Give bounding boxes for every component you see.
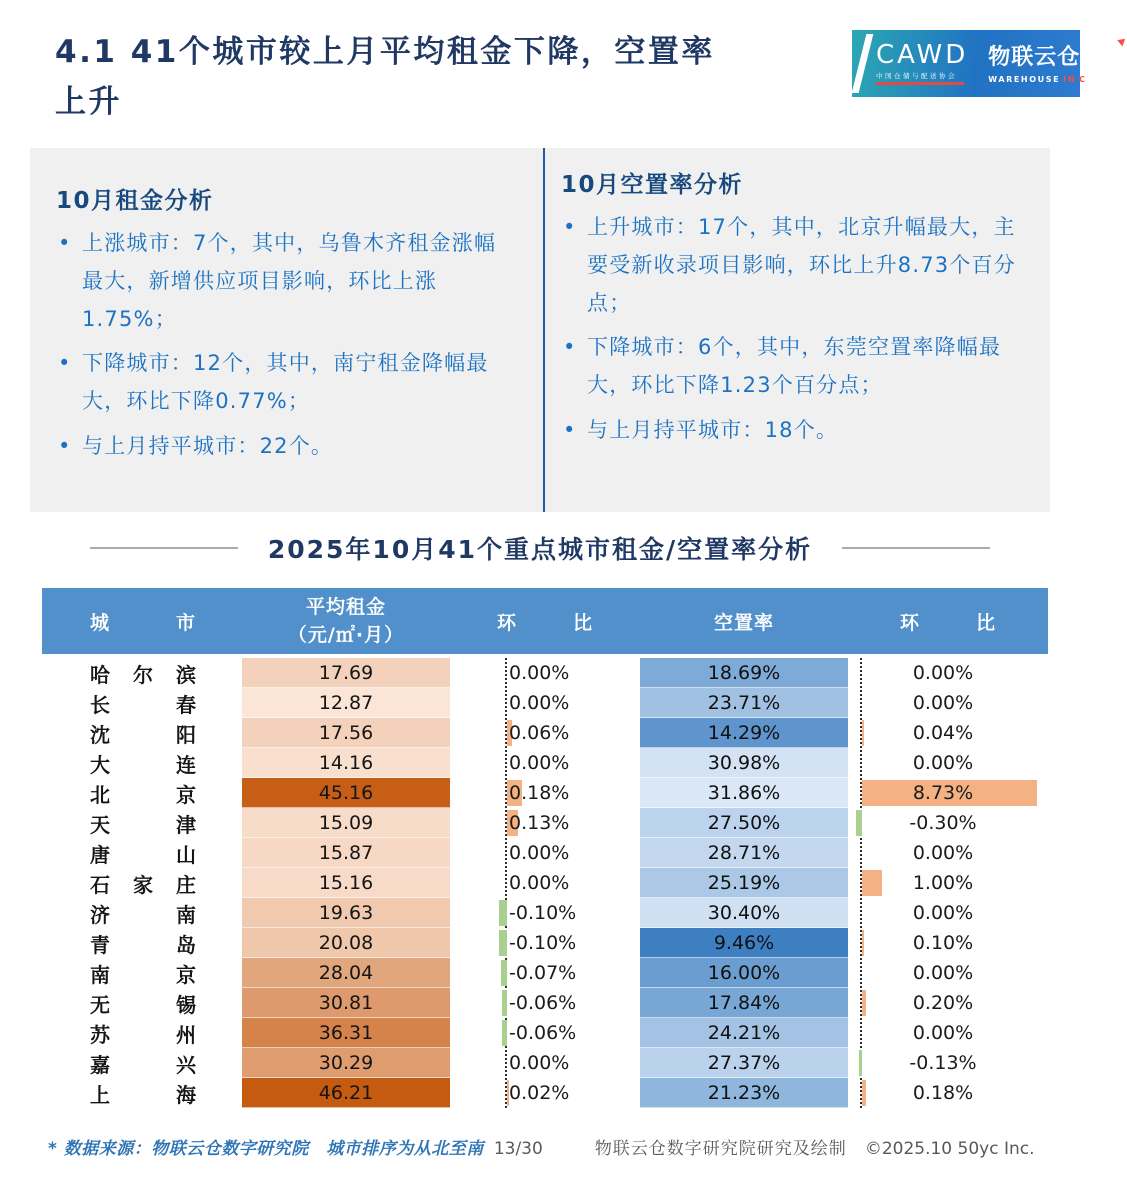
vacancy-mom-value: 0.18% [912, 1082, 974, 1104]
cell-rent: 15.09 [242, 808, 450, 838]
cell-rent-mom [450, 958, 640, 988]
logo-slash-decor [852, 34, 874, 93]
rent-mom-value: 0.00% [509, 752, 570, 774]
cawd-wordmark: CAWD [876, 40, 969, 70]
cell-rent: 20.08 [242, 928, 450, 958]
cell-rent-mom [450, 658, 640, 688]
cell-rent-mom [450, 868, 640, 898]
table-row [42, 988, 1048, 1018]
city-name: 上 海 [90, 1082, 196, 1107]
vacancy-mom-value: 0.00% [912, 962, 974, 984]
cell-vacancy: 30.40% [640, 898, 848, 928]
warehouse-in-cloud-logo [988, 43, 1117, 83]
cell-vacancy: 18.69% [640, 658, 848, 688]
cell-rent: 15.87 [242, 838, 450, 868]
cell-vacancy: 27.50% [640, 808, 848, 838]
vacancy-mom-value: 0.04% [912, 722, 974, 744]
bullet-dot: • [563, 335, 577, 360]
cell-vacancy: 9.46% [640, 928, 848, 958]
rent-mom-value: 0.18% [509, 782, 570, 804]
city-name: 大 连 [90, 752, 196, 777]
table-row [42, 778, 1048, 808]
vacancy-mom-value: 0.10% [912, 932, 974, 954]
rent-mom-bar [499, 930, 508, 956]
data-source-note: * 数据来源：物联云仓数字研究院 城市排序为从北至南 [48, 1139, 484, 1159]
cell-vacancy-mom [848, 898, 1048, 928]
cell-vacancy-mom [848, 1078, 1048, 1108]
cell-vacancy-mom [848, 838, 1048, 868]
vacancy-analysis-heading: 10月空置率分析 [561, 172, 744, 198]
cell-vacancy-mom [848, 688, 1048, 718]
cell-city [42, 1048, 242, 1078]
city-name: 石 家 庄 [90, 872, 196, 897]
vacancy-analysis-box [545, 148, 1050, 512]
city-name: 济 南 [90, 902, 196, 927]
bullet-item: • 上涨城市：7个，其中，乌鲁木齐租金涨幅最大，新增供应项目影响，环比上涨1.75%； [56, 225, 517, 338]
brand-subtitle: WAREHOUSE IN CLOUD [988, 74, 1118, 84]
vacancy-mom-value: 0.00% [912, 902, 974, 924]
bullet-item: • 与上月持平城市：18个。 [561, 412, 1026, 450]
col-header-city: 城 市 [90, 611, 196, 634]
table-row [42, 898, 1048, 928]
city-name: 唐 山 [90, 842, 196, 867]
cell-rent-mom [450, 1048, 640, 1078]
table-row [42, 1018, 1048, 1048]
rent-mom-value: -0.06% [509, 1022, 577, 1044]
city-name: 北 京 [90, 782, 196, 807]
table-row [42, 748, 1048, 778]
city-name: 苏 州 [90, 1022, 196, 1047]
col-header-rent-mom: 环 比 [497, 611, 593, 634]
cell-rent-mom [450, 718, 640, 748]
copyright-note: ©2025.10 50yc Inc. [864, 1139, 1035, 1159]
brand-logo-banner [852, 30, 1118, 97]
vacancy-mom-value: 0.00% [912, 1022, 974, 1044]
cell-city [42, 958, 242, 988]
cell-city [42, 1078, 242, 1108]
city-name: 沈 阳 [90, 722, 196, 747]
cloud-icon [1088, 33, 1122, 59]
cell-vacancy: 21.23% [640, 1078, 848, 1108]
cawd-subtitle: 中国仓储与配送协会 [876, 72, 957, 80]
cell-vacancy: 25.19% [640, 868, 848, 898]
table-row [42, 1048, 1048, 1078]
city-name: 无 锡 [90, 992, 196, 1017]
rent-mom-value: 0.00% [509, 662, 570, 684]
cell-rent: 12.87 [242, 688, 450, 718]
city-data-table [42, 588, 1048, 1108]
rent-mom-bar [501, 960, 507, 986]
cell-rent-mom [450, 808, 640, 838]
cell-vacancy-mom [848, 1048, 1048, 1078]
table-title: 2025年10月41个重点城市租金/空置率分析 [267, 535, 813, 564]
credit-note: 物联云仓数字研究院研究及绘制 [594, 1139, 847, 1159]
cell-city [42, 748, 242, 778]
vacancy-analysis-bullets [561, 209, 1026, 450]
rent-mom-bar [502, 990, 507, 1016]
cell-rent: 30.29 [242, 1048, 450, 1078]
cell-rent-mom [450, 1018, 640, 1048]
analysis-band [30, 148, 1050, 512]
cell-vacancy: 31.86% [640, 778, 848, 808]
rent-mom-value: 0.06% [509, 722, 570, 744]
col-header-rent: 平均租金 （元/㎡·月） [287, 595, 405, 646]
rent-analysis-heading: 10月租金分析 [56, 188, 214, 214]
cell-vacancy-mom [848, 778, 1048, 808]
cell-vacancy: 24.21% [640, 1018, 848, 1048]
bullet-dot: • [563, 417, 577, 442]
page-footer [48, 1134, 1048, 1159]
bullet-item: • 上升城市：17个，其中，北京升幅最大，主要受新收录项目影响，环比上升8.73个百分点； [561, 209, 1026, 322]
rent-mom-value: 0.00% [509, 842, 570, 864]
cell-vacancy: 28.71% [640, 838, 848, 868]
table-row [42, 928, 1048, 958]
table-section-header [0, 530, 1080, 566]
cell-city [42, 838, 242, 868]
cell-rent-mom [450, 988, 640, 1018]
title-rule-left [90, 547, 238, 549]
cell-rent-mom [450, 838, 640, 868]
cell-vacancy: 14.29% [640, 718, 848, 748]
table-header-row [42, 588, 1048, 654]
cawd-red-line-decor [876, 82, 964, 85]
vacancy-mom-value: 0.00% [912, 662, 974, 684]
bullet-dot: • [58, 351, 72, 376]
vacancy-mom-value: 8.73% [912, 782, 974, 804]
cell-vacancy-mom [848, 1018, 1048, 1048]
cell-vacancy-mom [848, 928, 1048, 958]
cell-vacancy: 30.98% [640, 748, 848, 778]
table-row [42, 1078, 1048, 1108]
cell-rent-mom [450, 748, 640, 778]
bullet-item: • 与上月持平城市：22个。 [56, 428, 517, 466]
bullet-dot: • [58, 231, 72, 255]
cell-rent: 19.63 [242, 898, 450, 928]
city-name: 哈 尔 滨 [90, 662, 196, 687]
table-row [42, 868, 1048, 898]
table-row [42, 658, 1048, 688]
rent-mom-value: 0.13% [509, 812, 570, 834]
col-header-vacancy: 空置率 [713, 611, 774, 634]
bullet-item: • 下降城市：12个，其中，南宁租金降幅最大，环比下降0.77%； [56, 345, 517, 421]
cell-vacancy-mom [848, 748, 1048, 778]
table-row [42, 718, 1048, 748]
table-row [42, 688, 1048, 718]
table-row [42, 808, 1048, 838]
table-row [42, 958, 1048, 988]
rent-mom-value: 0.00% [509, 1052, 570, 1074]
cell-rent: 28.04 [242, 958, 450, 988]
cell-rent: 45.16 [242, 778, 450, 808]
bullet-dot: • [563, 215, 577, 239]
city-name: 嘉 兴 [90, 1052, 196, 1077]
cell-city [42, 658, 242, 688]
city-name: 长 春 [90, 692, 196, 717]
rent-analysis-bullets [56, 225, 517, 466]
rent-mom-value: 0.00% [509, 872, 570, 894]
table-row [42, 838, 1048, 868]
cell-city [42, 1018, 242, 1048]
rent-mom-value: -0.10% [509, 902, 577, 924]
vacancy-mom-value: -0.30% [909, 812, 977, 834]
cell-vacancy: 27.37% [640, 1048, 848, 1078]
cell-rent-mom [450, 688, 640, 718]
vacancy-mom-value: 0.00% [912, 842, 974, 864]
cell-vacancy-mom [848, 808, 1048, 838]
cell-city [42, 988, 242, 1018]
cell-city [42, 808, 242, 838]
cell-city [42, 868, 242, 898]
cell-city [42, 778, 242, 808]
vacancy-mom-value: 0.20% [912, 992, 974, 1014]
brand-wordmark: 物联云仓 [988, 45, 1081, 71]
vacancy-mom-value: 1.00% [912, 872, 974, 894]
cell-rent-mom [450, 1078, 640, 1108]
cell-rent-mom [450, 898, 640, 928]
cell-city [42, 688, 242, 718]
vacancy-mom-value: 0.00% [912, 752, 974, 774]
title-rule-right [842, 547, 990, 549]
rent-mom-bar [502, 1020, 507, 1046]
col-header-vacancy-mom: 环 比 [900, 611, 996, 634]
bullet-dot: • [58, 433, 72, 458]
cell-vacancy-mom [848, 988, 1048, 1018]
page-number: 13/30 [493, 1139, 543, 1159]
cell-city [42, 898, 242, 928]
cell-rent: 15.16 [242, 868, 450, 898]
city-name: 南 京 [90, 962, 196, 987]
cell-rent: 36.31 [242, 1018, 450, 1048]
city-name: 天 津 [90, 812, 196, 837]
rent-mom-value: -0.10% [509, 932, 577, 954]
rent-mom-value: 0.00% [509, 692, 570, 714]
cell-vacancy: 17.84% [640, 988, 848, 1018]
page-title: 4.1 41个城市较上月平均租金下降，空置率上升 [55, 34, 715, 120]
cell-city [42, 928, 242, 958]
rent-mom-value: -0.07% [509, 962, 577, 984]
rent-mom-bar [499, 900, 508, 926]
table-body [42, 658, 1048, 1108]
cell-rent-mom [450, 778, 640, 808]
cell-rent: 17.69 [242, 658, 450, 688]
cell-vacancy-mom [848, 958, 1048, 988]
cell-rent: 14.16 [242, 748, 450, 778]
vacancy-mom-value: -0.13% [909, 1052, 977, 1074]
cell-rent: 46.21 [242, 1078, 450, 1108]
city-name: 青 岛 [90, 932, 196, 957]
rent-analysis-box [30, 148, 543, 512]
cell-vacancy: 16.00% [640, 958, 848, 988]
cell-vacancy: 23.71% [640, 688, 848, 718]
cell-rent-mom [450, 928, 640, 958]
vacancy-mom-value: 0.00% [912, 692, 974, 714]
cawd-logo [876, 42, 968, 85]
cell-vacancy-mom [848, 868, 1048, 898]
rent-mom-value: 0.02% [509, 1082, 570, 1104]
cell-rent: 17.56 [242, 718, 450, 748]
cell-rent: 30.81 [242, 988, 450, 1018]
cell-city [42, 718, 242, 748]
rent-mom-value: -0.06% [509, 992, 577, 1014]
cell-vacancy-mom [848, 718, 1048, 748]
bullet-item: • 下降城市：6个，其中，东莞空置率降幅最大，环比下降1.23个百分点； [561, 329, 1026, 405]
cell-vacancy-mom [848, 658, 1048, 688]
